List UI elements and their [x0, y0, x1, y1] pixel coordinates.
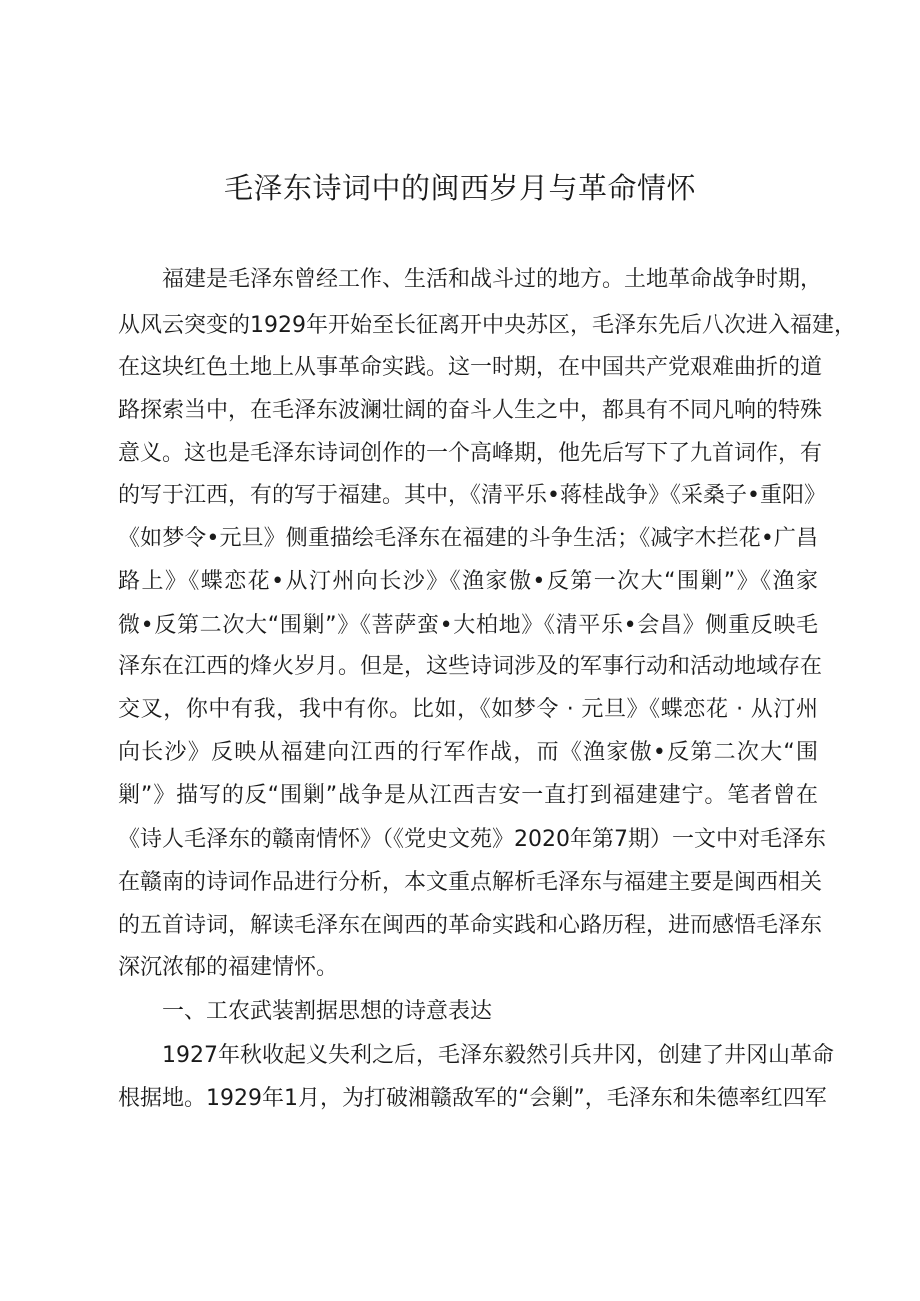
paragraph-line: 《诗人毛泽东的赣南情怀》（《党史文苑》2020年第7期）一文中对毛泽东 [118, 827, 826, 852]
paragraph-line: 在这块红色土地上从事革命实践。这一时期，在中国共产党艰难曲折的道 [118, 355, 823, 380]
paragraph-line: 从风云突变的1929年开始至长征离开中央苏区，毛泽东先后八次进入福建， [118, 313, 856, 338]
paragraph-line: 福建是毛泽东曾经工作、生活和战斗过的地方。土地革命战争时期， [162, 267, 823, 292]
paragraph-line: 向长沙》反映从福建向江西的行军作战，而《渔家傲•反第二次大“围 [118, 740, 818, 765]
article-title: 毛泽东诗词中的闽西岁月与革命情怀 [223, 171, 696, 205]
paragraph-line: 在赣南的诗词作品进行分析，本文重点解析毛泽东与福建主要是闽西相关 [118, 870, 823, 895]
paragraph-line: 剿”》描写的反“围剿”战争是从江西吉安一直打到福建建宁。笔者曾在 [118, 783, 818, 808]
paragraph-line: 的写于江西，有的写于福建。其中，《清平乐•蒋桂战争》《采桑子•重阳》 [118, 483, 826, 508]
paragraph-line: 1927年秋收起义失利之后，毛泽东毅然引兵井冈，创建了井冈山革命 [162, 1043, 834, 1068]
section-heading: 一、工农武装割据思想的诗意表达 [162, 999, 493, 1024]
paragraph-line: 路探索当中，在毛泽东波澜壮阔的奋斗人生之中，都具有不同凡响的特殊 [118, 398, 823, 423]
paragraph-line: 《如梦令•元旦》侧重描绘毛泽东在福建的斗争生活；《减字木拦花•广昌 [118, 526, 818, 551]
paragraph-line: 泽东在江西的烽火岁月。但是，这些诗词涉及的军事行动和活动地域存在 [118, 654, 823, 679]
paragraph-line: 根据地。1929年1月，为打破湘赣敌军的“会剿”，毛泽东和朱德率红四军 [118, 1086, 827, 1111]
paragraph-line: 交叉，你中有我，我中有你。比如，《如梦令 · 元旦》《蝶恋花 · 从汀州 [118, 697, 818, 722]
paragraph-line: 深沉浓郁的福建情怀。 [118, 955, 339, 980]
paragraph-line: 意义。这也是毛泽东诗词创作的一个高峰期，他先后写下了九首词作，有 [118, 441, 823, 466]
paragraph-line: 微•反第二次大“围剿”》《菩萨蛮•大柏地》《清平乐•会昌》侧重反映毛 [118, 613, 818, 638]
paragraph-line: 的五首诗词，解读毛泽东在闽西的革命实践和心路历程，进而感悟毛泽东 [118, 913, 823, 938]
paragraph-line: 路上》《蝶恋花•从汀州向长沙》《渔家傲•反第一次大“围剿”》《渔家 [118, 569, 818, 594]
